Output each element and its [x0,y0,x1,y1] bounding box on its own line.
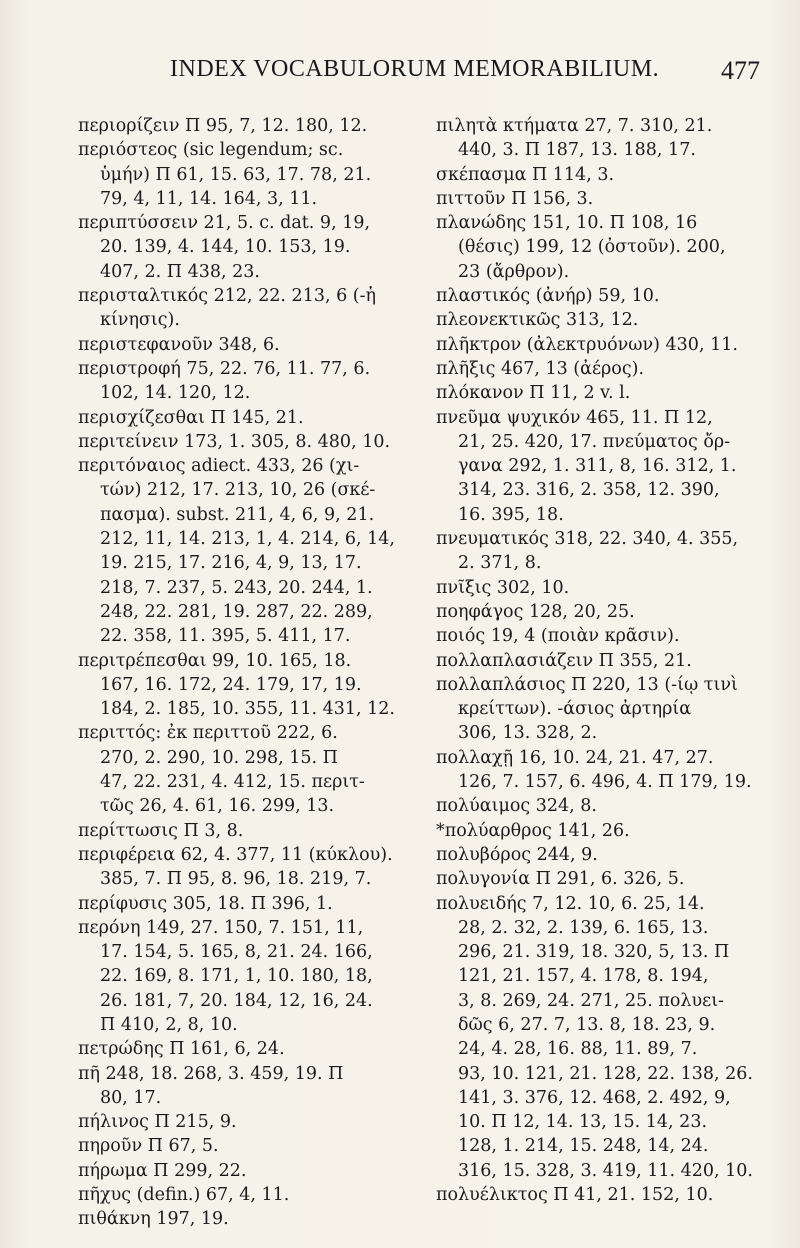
index-entry-continuation: πασμα). subst. 211, 4, 6, 9, 21. [100,504,375,525]
index-entry-headline: πιλητὰ κτήματα 27, 7. 310, 21. [436,116,713,136]
index-entry-headline: πλῆξις 467, 13 (ἀέρος). [436,358,645,379]
index-entry-continuation: 316, 15. 328, 3. 419, 11. 420, 10. [458,1160,753,1181]
index-entry-continuation: 17. 154, 5. 165, 8, 21. 24. 166, [100,942,373,963]
index-entry-continuation: 440, 3. Π 187, 13. 188, 17. [458,140,696,161]
index-entry-headline: ποηφάγος 128, 20, 25. [436,601,635,622]
index-entry [436,819,774,843]
index-entry-headline: πολυγονία Π 291, 6. 326, 5. [436,869,685,890]
index-entry [78,357,418,406]
index-entry-continuation: 167, 16. 172, 24. 179, 17, 19. [100,674,362,695]
index-entry-continuation: 306, 13. 328, 2. [458,723,598,744]
index-entry [78,406,418,430]
index-entry-headline: σκέπασμα Π 114, 3. [436,164,615,185]
index-entry-headline: περιπτύσσειν 21, 5. c. dat. 9, 19, [78,213,371,234]
index-entry [436,867,774,891]
index-entry [436,284,774,308]
index-entry-headline: περισταλτικός 212, 22. 213, 6 (-ἡ [78,286,377,307]
index-entry-continuation: 26. 181, 7, 20. 184, 12, 16, 24. [100,990,373,1011]
index-entry-headline: περιτόναιος adiect. 433, 26 (χι- [78,456,360,477]
index-entry-headline: πολλαχῇ 16, 10. 24, 21. 47, 27. [436,747,714,768]
index-entry [78,1110,418,1134]
index-entry-headline: πλῆκτρον (ἀλεκτρυόνων) 430, 11. [436,334,738,355]
index-entry-headline: πολύαιμος 324, 8. [436,796,597,817]
index-entry-continuation: 93, 10. 121, 21. 128, 22. 138, 26. [458,1063,753,1084]
index-entry-headline: περιστεφανοῦν 348, 6. [78,334,280,355]
index-entry-continuation: τών) 212, 17. 213, 10, 26 (σκέ- [100,480,376,501]
index-entry-headline: πνεῦμα ψυχικόν 465, 11. Π 12, [436,407,713,428]
index-entry-headline: πλανώδης 151, 10. Π 108, 16 [436,213,698,234]
index-entry-headline: περιττός: ἐκ περιττοῦ 222, 6. [78,723,338,744]
index-entry [78,114,418,138]
index-entry-continuation: 79, 4, 11, 14. 164, 3, 11. [100,188,318,209]
index-entry-headline: πλαστικός (ἀνήρ) 59, 10. [436,286,660,307]
index-entry-continuation: 218, 7. 237, 5. 243, 20. 244, 1. [100,577,373,598]
index-entry [78,138,418,211]
index-entry [436,114,774,163]
index-entry-continuation: γανα 292, 1. 311, 8, 16. 312, 1. [458,456,737,477]
index-entry-headline: περίττωσις Π 3, 8. [78,820,244,841]
index-entry-continuation: κρείττων). -άσιος ἀρτηρία [458,699,692,720]
index-entry-headline: πολυέλικτος Π 41, 21. 152, 10. [436,1185,714,1206]
index-entry-continuation: 270, 2. 290, 10. 298, 15. Π [100,747,338,768]
index-entry-headline: περιτρέπεσθαι 99, 10. 165, 18. [78,650,352,671]
page-header [170,56,760,96]
index-entry-headline: πλεονεκτικῶς 313, 12. [436,310,639,331]
index-entry [78,1183,418,1207]
index-entry [78,1134,418,1158]
index-entry [436,333,774,357]
index-entry-continuation: 102, 14. 120, 12. [100,383,251,404]
index-entry-continuation: 407, 2. Π 438, 23. [100,261,260,282]
index-entry-continuation: κίνησις). [100,310,180,331]
index-entry-headline: πιττοῦν Π 156, 3. [436,188,594,209]
index-entry-continuation: 22. 358, 11. 395, 5. 411, 17. [100,626,351,647]
index-entry-headline: πηροῦν Π 67, 5. [78,1136,219,1157]
index-entry [436,163,774,187]
index-entry-continuation: 385, 7. Π 95, 8. 96, 18. 219, 7. [100,869,372,890]
index-entry-continuation: 248, 22. 281, 19. 287, 22. 289, [100,601,373,622]
index-entry-headline: πῆχυς (defin.) 67, 4, 11. [78,1185,290,1206]
index-entry-headline: περίφυσις 305, 18. Π 396, 1. [78,893,333,914]
index-entry-headline: περιστροφή 75, 22. 76, 11. 77, 6. [78,358,371,379]
index-entry-continuation: 296, 21. 319, 18. 320, 5, 13. Π [458,942,730,963]
index-entry-continuation: (θέσις) 199, 12 (ὀστοῦν). 200, [458,237,726,258]
index-entry-headline: πολυβόρος 244, 9. [436,844,598,865]
index-entry [436,406,774,527]
index-entry [78,333,418,357]
index-entry-continuation: 314, 23. 316, 2. 358, 12. 390, [458,480,720,501]
index-entry [436,624,774,648]
index-entry [78,284,418,333]
index-entry-continuation: 141, 3. 376, 12. 468, 2. 492, 9, [458,1087,731,1108]
index-entry [436,746,774,795]
index-entry [78,819,418,843]
index-entry-continuation: 126, 7. 157, 6. 496, 4. Π 179, 19. [458,772,752,793]
index-entry-headline: *πολύαρθρος 141, 26. [436,820,630,841]
index-entry [436,794,774,818]
index-entry-headline: περιφέρεια 62, 4. 377, 11 (κύκλου). [78,844,393,865]
index-entry-continuation: 22. 169, 8. 171, 1, 10. 180, 18, [100,966,373,987]
index-entry-headline: πολλαπλασιάζειν Π 355, 21. [436,650,692,671]
index-entry-continuation: δῶς 6, 27. 7, 13. 8, 18. 23, 9. [458,1014,716,1035]
index-entry-continuation: 184, 2. 185, 10. 355, 11. 431, 12. [100,699,395,720]
index-entry [78,649,418,722]
index-entry [436,1183,774,1207]
index-entry [78,721,418,818]
index-entry-headline: πετρώδης Π 161, 6, 24. [78,1039,285,1060]
index-entry [436,843,774,867]
index-entry [78,1037,418,1061]
index-entry-headline: πνῖξις 302, 10. [436,577,570,598]
index-entry [436,211,774,284]
index-entry [436,187,774,211]
right-index-column [436,114,774,1207]
index-entry-continuation: 28, 2. 32, 2. 139, 6. 165, 13. [458,917,709,938]
index-entry-continuation: 19. 215, 17. 216, 4, 9, 13, 17. [100,553,362,574]
index-entry [78,843,418,892]
index-entry [78,211,418,284]
index-entry [436,357,774,381]
index-entry-headline: περιόστεος (sic legendum; sc. [78,140,344,161]
index-entry-continuation: τῶς 26, 4. 61, 16. 299, 13. [100,796,335,817]
index-entry-headline: περιτείνειν 173, 1. 305, 8. 480, 10. [78,431,391,452]
index-entry-continuation: 2. 371, 8. [458,553,542,574]
page-number: 477 [721,56,760,85]
index-entry [436,649,774,673]
running-title: INDEX VOCABULORUM MEMORABILIUM. [170,56,660,82]
index-entry-continuation: 80, 17. [100,1087,162,1108]
index-entry-headline: πλόκανον Π 11, 2 v. l. [436,383,631,404]
index-entry [436,600,774,624]
index-entry-headline: πνευματικός 318, 22. 340, 4. 355, [436,529,739,550]
index-entry-headline: πολυειδής 7, 12. 10, 6. 25, 14. [436,893,705,914]
index-entry [78,892,418,916]
index-entry [78,1159,418,1183]
index-entry-headline: περιορίζειν Π 95, 7, 12. 180, 12. [78,116,368,136]
index-entry-continuation: 23 (ἄρθρον). [458,261,570,282]
index-entry [436,576,774,600]
index-entry-continuation: 16. 395, 18. [458,504,564,525]
index-entry-headline: πήλινος Π 215, 9. [78,1112,237,1133]
index-entry-headline: πολλαπλάσιος Π 220, 13 (-ίῳ τινὶ [436,674,738,695]
index-entry-headline: περόνη 149, 27. 150, 7. 151, 11, [78,917,364,938]
index-entry [436,527,774,576]
index-entry [78,916,418,1037]
index-entry [78,1062,418,1111]
index-entry-continuation: ὑμήν) Π 61, 15. 63, 17. 78, 21. [100,164,372,185]
index-entry-headline: πῆ 248, 18. 268, 3. 459, 19. Π [78,1063,344,1084]
index-entry [78,430,418,454]
left-index-column [78,114,418,1232]
index-entry [78,454,418,648]
index-entry-continuation: 212, 11, 14. 213, 1, 4. 214, 6, 14, [100,529,395,550]
index-entry-continuation: 20. 139, 4. 144, 10. 153, 19. [100,237,351,258]
index-entry-continuation: 10. Π 12, 14. 13, 15. 14, 23. [458,1112,708,1133]
index-entry-continuation: 24, 4. 28, 16. 88, 11. 89, 7. [458,1039,698,1060]
index-entry-continuation: 3, 8. 269, 24. 271, 25. πολυει- [458,990,724,1011]
index-entry-continuation: 121, 21. 157, 4. 178, 8. 194, [458,966,709,987]
index-entry [436,308,774,332]
index-entry-headline: ποιός 19, 4 (ποιὰν κρᾶσιν). [436,626,680,647]
index-entry-continuation: Π 410, 2, 8, 10. [100,1014,238,1035]
index-entry-headline: πήρωμα Π 299, 22. [78,1160,247,1181]
index-entry [436,892,774,1184]
index-entry [78,1207,418,1231]
index-entry [436,673,774,746]
index-entry-continuation: 47, 22. 231, 4. 412, 15. περιτ- [100,772,365,793]
index-entry [436,381,774,405]
index-entry-continuation: 128, 1. 214, 15. 248, 14, 24. [458,1136,709,1157]
index-entry-headline: πιθάκνη 197, 19. [78,1209,229,1230]
index-entry-continuation: 21, 25. 420, 17. πνεύματος ὄρ- [458,431,731,452]
index-entry-headline: περισχίζεσθαι Π 145, 21. [78,407,304,428]
